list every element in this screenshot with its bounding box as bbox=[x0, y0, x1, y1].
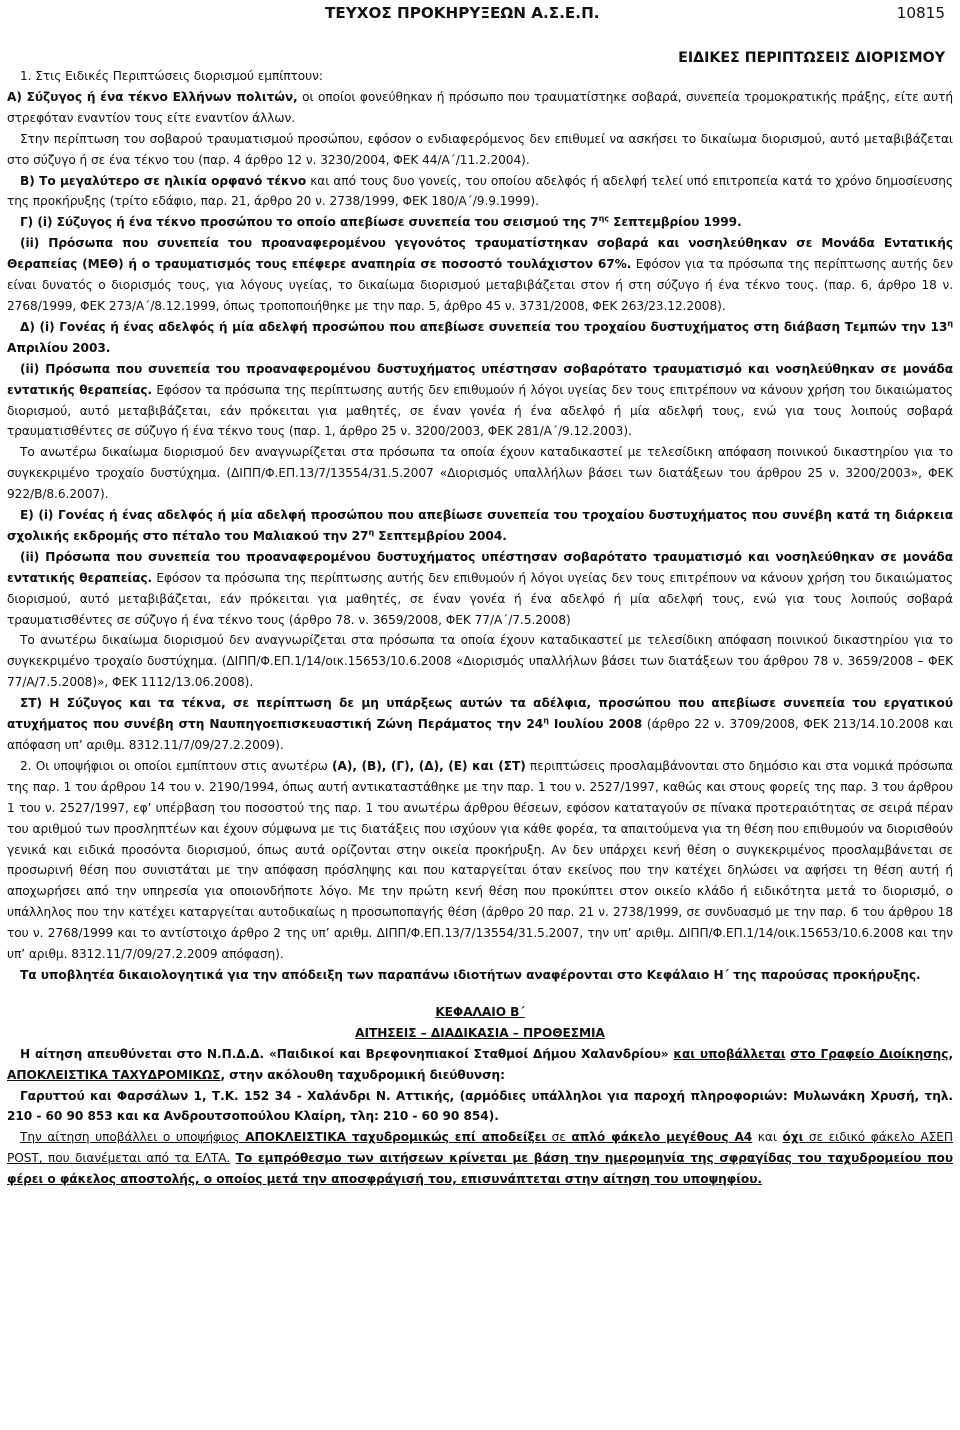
case-c-i-end: Σεπτεμβρίου 1999. bbox=[608, 215, 742, 230]
envelope-and: και bbox=[752, 1130, 783, 1145]
case-a-note: Στην περίπτωση του σοβαρού τραυματισμού προσώπου, εφόσον ο ενδιαφερόμενος δεν επιθυμεί να ασκήσει το δικαίωμα διορισμού, αυτό μεταβιβάζεται στο σύζυγο ή σε ένα τέκνο του (παρ. 4 άρθρο 12 ν. 3230/2004, ΦΕΚ 44/Α΄/11.2.2004). bbox=[7, 131, 953, 167]
case-d-i-text: Δ) (i) Γονέας ή ένας αδελφός ή μία αδελφή προσώπου που απεβίωσε συνεπεία του τροχαίου δυστυχήματος στη διάβαση Τεμπών την 13 bbox=[20, 319, 948, 334]
gazette-title: ΤΕΥΧΟΣ ΠΡΟΚΗΡΥΞΕΩΝ Α.Σ.Ε.Π. bbox=[325, 4, 600, 22]
paragraph-3: Τα υποβλητέα δικαιολογητικά για την απόδειξη των παραπάνω ιδιοτήτων αναφέρονται στο Κεφάλαιο Η΄ της παρούσας προκήρυξης. bbox=[20, 967, 921, 982]
case-d-ii-text: Εφόσον τα πρόσωπα της περίπτωσης αυτής δεν επιθυμούν ή λόγοι υγείας δεν τους επιτρέπουν να κάνουν χρήση του δικαιώματος διορισμού, αυτό μεταβιβάζεται, εάν πρόκειται για μαθητές, σε έναν γονέα ή ένα αδελφό ή μία αδελφή τους, ενώ για τους λοιπούς σοβαρά τραυματισθέντες σε σύζυγο ή ένα τέκνο τους (παρ. 1, άρθρο 25 ν. 3200/2003, ΦΕΚ 281/Α΄/9.12.2003). bbox=[7, 382, 953, 439]
chapter-subtitle-text: ΑΙΤΗΣΕΙΣ – ΔΙΑΔΙΚΑΣΙΑ – ΠΡΟΘΕΣΜΙΑ bbox=[355, 1025, 605, 1040]
section-title: ΕΙΔΙΚΕΣ ΠΕΡΙΠΤΩΣΕΙΣ ΔΙΟΡΙΣΜΟΥ bbox=[678, 50, 945, 66]
page-number: 10815 bbox=[896, 4, 945, 22]
case-e-note: Το ανωτέρω δικαίωμα διορισμού δεν αναγνωρίζεται στα πρόσωπα τα οποία έχουν καταδικαστεί με τελεσίδικη απόφαση ποινικού δικαστηρίου για το συγκεκριμένο τροχαίο δυστύχημα. (ΔΙΠΠ/Φ.ΕΠ.1/14/οικ.15653/10.6.2008 «Διορισμός υπαλλήλων βάσει των διατάξεων του άρθρου 78 ν. 3659/2008 – ΦΕΚ 77/Α/7.5.2008)», ΦΕΚ 1112/13.06.2008). bbox=[7, 633, 953, 690]
case-d-i bbox=[7, 317, 953, 359]
case-d-note: Το ανωτέρω δικαίωμα διορισμού δεν αναγνωρίζεται στα πρόσωπα τα οποία έχουν καταδικαστεί με τελεσίδικη απόφαση ποινικού δικαστηρίου για το συγκεκριμένο τροχαίο δυστύχημα. (ΔΙΠΠ/Φ.ΕΠ.13/7/13554/31.5.2007 «Διορισμός υπαλλήλων βάσει των διατάξεων του άρθρου 25 ν. 3200/2003», ΦΕΚ 922/Β/8.6.2007). bbox=[7, 445, 953, 502]
application-start: Η αίτηση απευθύνεται στο Ν.Π.Δ.Δ. «Παιδικοί και Βρεφονηπιακοί Σταθμοί Δήμου Χαλανδρίου» bbox=[20, 1046, 674, 1061]
postal-address: Γαρυττού και Φαρσάλων 1, Τ.Κ. 152 34 - Χαλάνδρι Ν. Αττικής, (αρμόδιες υπάλληλοι για παροχή πληροφοριών: Μυλωνάκη Χρυσή, τηλ. 210 - 60 90 853 και κα Ανδρουτσοπούλου Κλαίρη, τλη: 210 - 60 90 854). bbox=[7, 1088, 953, 1124]
application-office: στο Γραφείο Διοίκησης bbox=[790, 1046, 949, 1061]
case-c-i-text: Γ) (i) Σύζυγος ή ένα τέκνο προσώπου το οποίο απεβίωσε συνεπεία του σεισμού της 7 bbox=[20, 215, 599, 230]
case-c-ii-heading: (ii) Πρόσωπα που συνεπεία του προαναφερομένου γεγονότος τραυματίστηκαν σοβαρά και νοσηλεύθηκαν σε Μονάδα Εντατικής Θεραπείας (ΜΕΘ) ή ο τραυματισμός τους επέφερε αναπηρία σε ποσοστό τουλάχιστον 67%. bbox=[7, 236, 953, 272]
paragraph-2-start: 2. Οι υποψήφιοι οι οποίοι εμπίπτουν στις ανωτέρω bbox=[20, 758, 333, 773]
case-d-i-end: Απριλίου 2003. bbox=[7, 340, 111, 355]
case-d-ii bbox=[7, 359, 953, 443]
envelope-asep-post: σε ειδικό φάκελο ΑΣΕΠ POST, που διανέμεται από τα ΕΛΤΑ. bbox=[7, 1130, 953, 1166]
paragraph-2-text: περιπτώσεις προσλαμβάνονται στο δημόσιο και στα νομικά πρόσωπα της παρ. 1 του άρθρου 14 του ν. 2190/1994, όπως αυτή αντικαταστάθηκε με την παρ. 1 του ν. 2527/1997, καθώς και στους φορείς της παρ. 3 του άρθρου 1 του ν. 2527/1997, εφ’ υπέρβαση του ποσοστού της παρ. 1 του ανωτέρω άρθρου θέσεων, εφόσον καταταγούν σε πίνακα προτεραιότητας σε σειρά πέραν του αριθμού των προσληπτέων και έχουν σύμφωνα με τις διατάξεις που ισχύουν για κάθε φορέα, τα απαιτούμενα για τη θέση που επιθυμούν να διορισθούν γενικά και ειδικά προσόντα διορισμού, όπως αυτά ορίζονται στην οικεία προκήρυξη. Αν δεν υπάρχει κενή θέση ο συγκεκριμένος προσλαμβάνεται σε προσωρινή θέση που συνιστάται με την απόφαση πρόσληψης και που καταργείται όταν εκείνος που την κατέχει δηλώσει να αφήσει τη θέση αυτή ή αποχωρήσει από την υπηρεσία για οποιονδήποτε λόγο. Με την πρώτη κενή θέση που προκύπτει στον οικείο κλάδο ή ειδικότητα μετά το διορισμό, ο υπάλληλος που την κατέχει καταργείται αυτοδικαίως η προσωποπαγής θέση (άρθρο 20 παρ. 21 ν. 2738/1999, σε συνδυασμό με την παρ. 6 του άρθρου 18 του ν. 2768/1999 και το αντίστοιχο άρθρο 2 της υπ’ αριθμ. ΔΙΠΠ/Φ.ΕΠ.13/7/13554/31.5.2007, την υπ’ αριθμ. ΔΙΠΠ/Φ.ΕΠ.1/14/οικ.15653/10.6.2008 και την υπ’ αριθμ. 8312.11/7/09/27.2.2009 απόφαση). bbox=[7, 758, 954, 962]
application-submit: και υποβάλλεται bbox=[673, 1046, 786, 1061]
document-body bbox=[7, 66, 953, 1190]
case-c-ii bbox=[7, 233, 953, 317]
case-st-end: Ιουλίου 2008 bbox=[548, 717, 643, 732]
paragraph-2 bbox=[7, 756, 953, 965]
case-d-i-sup: η bbox=[947, 318, 953, 328]
case-d-ii-heading: (ii) Πρόσωπα που συνεπεία του προαναφερομένου δυστυχήματος υπέστησαν σοβαρότατο τραυματισμό και νοσηλεύθηκαν σε μονάδα εντατικής θεραπείας. bbox=[7, 361, 953, 397]
application-paragraph bbox=[7, 1044, 953, 1086]
case-st-text: ΣΤ) Η Σύζυγος και τα τέκνα, σε περίπτωση δε μη υπάρξεως αυτών τα αδέλφια, προσώπου που απεβίωσε συνεπεία του εργατικού ατυχήματος που συνέβη στη Ναυπηγοεπισκευαστική Ζώνη Περάματος την 24 bbox=[7, 696, 953, 732]
case-st bbox=[7, 693, 953, 756]
envelope-text-2: σε bbox=[546, 1130, 572, 1145]
chapter-title-text: ΚΕΦΑΛΑΙΟ Β΄ bbox=[435, 1004, 525, 1019]
envelope-not: όχι bbox=[782, 1130, 804, 1145]
case-b bbox=[7, 171, 953, 213]
envelope-postal-only: ΑΠΟΚΛΕΙΣΤΙΚΑ ταχυδρομικώς επί αποδείξει bbox=[245, 1130, 547, 1145]
case-c-i bbox=[7, 212, 953, 233]
envelope-deadline: Το εμπρόθεσμο των αιτήσεων κρίνεται με βάση την ημερομηνία της σφραγίδας του ταχυδρομείου που φέρει ο φάκελος αποστολής, ο οποίος μετά την αποσφράγισή του, επισυνάπτεται στην αίτηση του υποψηφίου. bbox=[7, 1151, 953, 1187]
case-e-i-text: Ε) (i) Γονέας ή ένας αδελφός ή μία αδελφή προσώπου που απεβίωσε συνεπεία του τροχαίου δυστυχήματος που συνέβη κατά τη διάρκεια σχολικής εκδρομής στο πέταλο του Μαλιακού την 27 bbox=[7, 508, 953, 543]
application-postal: ΑΠΟΚΛΕΙΣΤΙΚΑ ΤΑΧΥΔΡΟΜΙΚΩΣ bbox=[7, 1067, 221, 1082]
paragraph-2-cases: (Α), (Β), (Γ), (Δ), (Ε) και (ΣΤ) bbox=[332, 758, 526, 773]
envelope-a4: απλό φάκελο μεγέθους Α4 bbox=[571, 1130, 753, 1145]
paragraph-1: 1. Στις Ειδικές Περιπτώσεις διορισμού εμπίπτουν: bbox=[20, 69, 323, 83]
case-e-ii bbox=[7, 547, 953, 631]
case-st-sup: η bbox=[543, 716, 549, 726]
case-a-heading: Α) Σύζυγος ή ένα τέκνο Ελλήνων πολιτών, bbox=[7, 89, 298, 104]
application-comma: , bbox=[948, 1046, 953, 1061]
case-a-text: οι οποίοι φονεύθηκαν ή πρόσωπο που τραυματίστηκε σοβαρά, συνεπεία τρομοκρατικής πράξης, είτε αυτή στρεφόταν εναντίον τους είτε εναντίον άλλων. bbox=[7, 89, 954, 125]
chapter-title bbox=[7, 1002, 953, 1023]
envelope-text-1: Την αίτηση υποβάλλει ο υποψήφιος bbox=[20, 1130, 246, 1145]
case-e-i-end: Σεπτεμβρίου 2004. bbox=[374, 528, 507, 543]
case-st-rest: (άρθρο 22 ν. 3709/2008, ΦΕΚ 213/14.10.2008 και απόφαση υπ’ αριθμ. 8312.11/7/09/27.2.2009). bbox=[7, 717, 953, 752]
case-e-ii-text: Εφόσον τα πρόσωπα της περίπτωσης αυτής δεν επιθυμούν ή λόγοι υγείας δεν τους επιτρέπουν να κάνουν χρήση του δικαιώματος διορισμού, αυτό μεταβιβάζεται, εάν πρόκειται για μαθητές, σε έναν γονέα ή ένα αδελφό ή μία αδελφή τους, ενώ για τους λοιπούς σοβαρά τραυματισθέντες σε σύζυγο ή ένα τέκνο τους (άρθρο 78. ν. 3659/2008, ΦΕΚ 77/Α΄/7.5.2008) bbox=[7, 570, 953, 627]
case-e-i-sup: η bbox=[368, 527, 375, 537]
case-a bbox=[7, 87, 953, 129]
case-e-ii-heading: (ii) Πρόσωπα που συνεπεία του προαναφερομένου δυστυχήματος υπέστησαν σοβαρότατο τραυματισμό και νοσηλεύθηκαν σε μονάδα εντατικής θεραπείας. bbox=[7, 549, 953, 585]
chapter-subtitle bbox=[7, 1023, 953, 1044]
application-end: , στην ακόλουθη ταχυδρομική διεύθυνση: bbox=[220, 1067, 505, 1082]
case-b-text: και από τους δυο γονείς, του οποίου αδελφός ή αδελφή τελεί υπό επιτροπεία κατά το χρόνο δημοσίευσης της προκήρυξης (τρίτο εδάφιο, παρ. 21, άρθρο 20 ν. 2738/1999, ΦΕΚ 180/Α΄/9.9.1999). bbox=[7, 173, 954, 209]
case-c-i-sup: ης bbox=[598, 214, 609, 224]
case-c-ii-text: Εφόσον για τα πρόσωπα της περίπτωσης αυτής δεν είναι δυνατός ο διορισμός τους, για λόγους υγείας, το δικαίωμα διορισμού μεταβιβάζεται στον ή στη σύζυγο ή ένα τέκνο τους. (παρ. 6, άρθρο 18 ν. 2768/1999, ΦΕΚ 273/Α΄/8.12.1999, όπως τροποποιήθηκε με την παρ. 5, άρθρο 45 ν. 3731/2008, ΦΕΚ 263/23.12.2008). bbox=[7, 257, 954, 313]
page-header bbox=[7, 0, 953, 36]
case-e-i bbox=[7, 505, 953, 547]
envelope-paragraph bbox=[7, 1127, 953, 1190]
case-b-heading: Β) Το μεγαλύτερο σε ηλικία ορφανό τέκνο bbox=[20, 173, 307, 188]
